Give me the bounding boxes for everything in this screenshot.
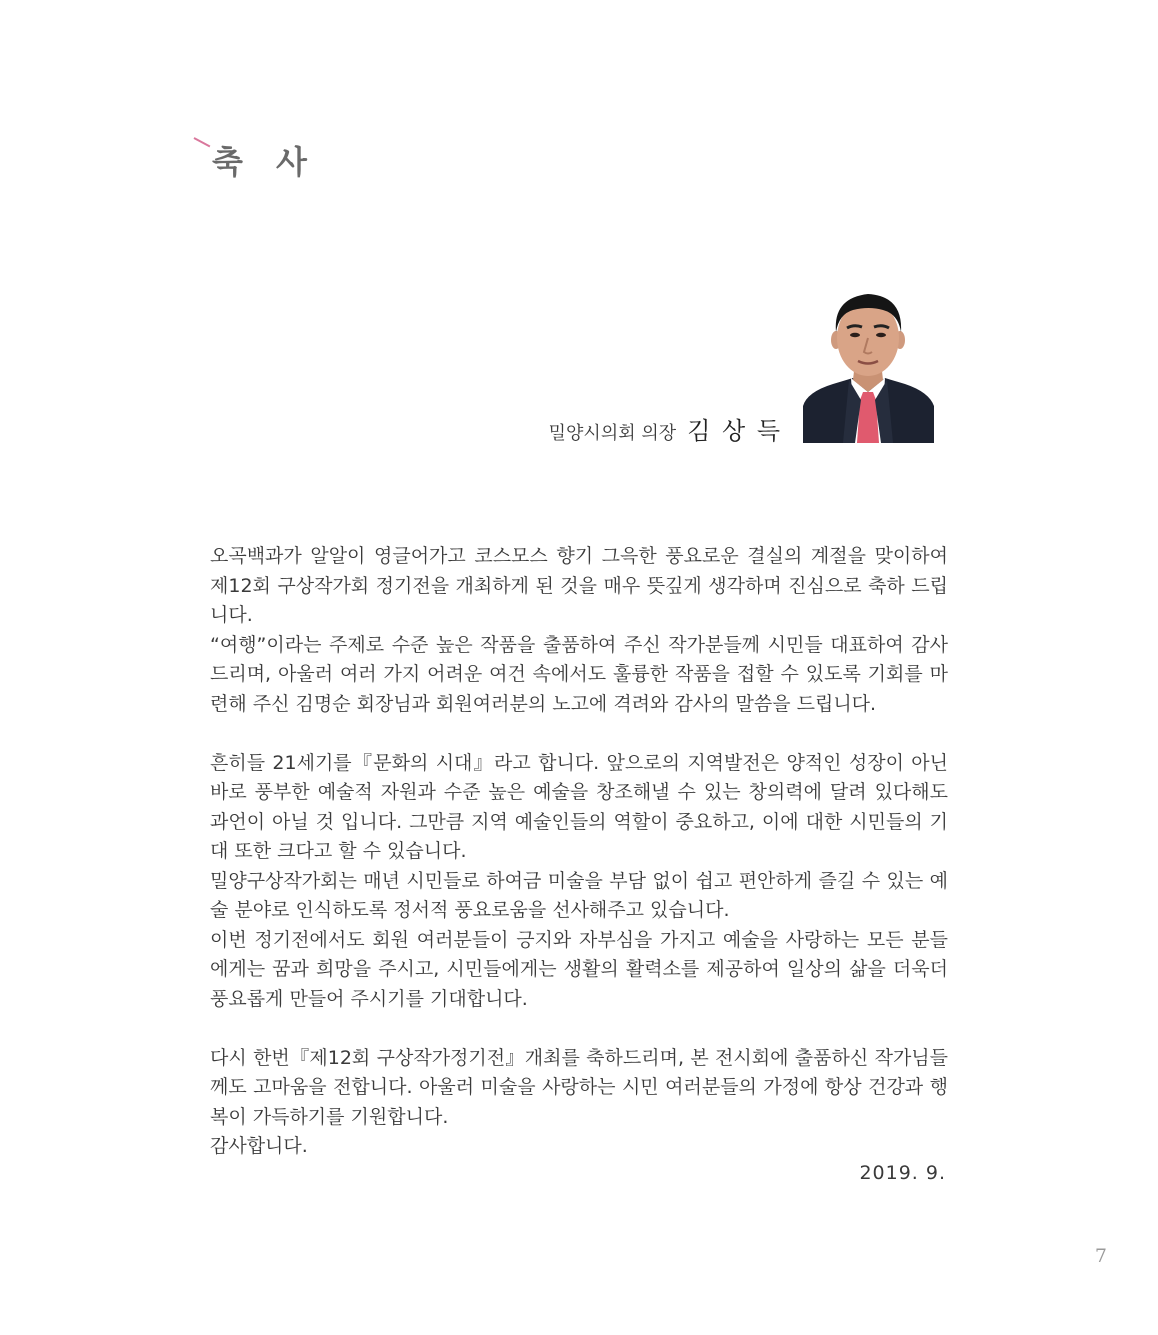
message-line: 흔히들 21세기를『문화의 시대』라고 합니다. 앞으로의 지역발전은 양적인 성장이 아닌 바로 풍부한 예술적 자원과 수준 높은 예술을 창조해낼 수 있는 창의력에 달려 있다해도 과언이 아닐 것 입니다. 그만큼 지역 예술인들의 역할이 중요하고, 이에 대한 시민들의 기대 또한 크다고 할 수 있습니다. <box>210 751 948 862</box>
signature <box>549 413 782 452</box>
heading-accent-mark <box>194 137 211 147</box>
message-date: 2019. 9. <box>859 1162 946 1184</box>
congratulatory-message <box>210 542 948 1162</box>
portrait-photo <box>803 288 934 443</box>
message-line: 다시 한번『제12회 구상작가정기전』개최를 축하드리며, 본 전시회에 출품하신 작가님들께도 고마움을 전합니다. 아울러 미술을 사랑하는 시민 여러분들의 가정에 항상 건강과 행복이 가득하기를 기원합니다. <box>210 1046 948 1128</box>
message-line: 밀양구상작가회는 매년 시민들로 하여금 미술을 부담 없이 쉽고 편안하게 즐길 수 있는 예술 분야로 인식하도록 정서적 풍요로움을 선사해주고 있습니다. <box>210 869 948 921</box>
message-line: “여행”이라는 주제로 수준 높은 작품을 출품하여 주신 작가분들께 시민들 대표하여 감사드리며, 아울러 여러 가지 어려운 여건 속에서도 훌륭한 작품을 접할 수 있도록 기회를 마련해 주신 김명순 회장님과 회원여러분의 노고에 격려와 감사의 말씀을 드립니다. <box>210 633 948 715</box>
portrait-eye-right <box>876 333 886 337</box>
message-paragraph-1 <box>210 542 948 719</box>
page-title: 축 사 <box>212 143 311 181</box>
message-line: 오곡백과가 알알이 영글어가고 코스모스 향기 그윽한 풍요로운 결실의 계절을 맞이하여 제12회 구상작가회 정기전을 개최하게 된 것을 매우 뜻깊게 생각하며 진심으로 축하 드립니다. <box>210 545 948 626</box>
portrait-illustration <box>803 288 934 443</box>
signature-role: 밀양시의회 의장 <box>548 423 677 444</box>
signature-name: 김 상 득 <box>687 417 782 445</box>
portrait-eye-left <box>850 333 860 337</box>
message-paragraph-3 <box>210 1044 948 1162</box>
page-number: 7 <box>1094 1245 1107 1267</box>
message-line: 이번 정기전에서도 회원 여러분들이 긍지와 자부심을 가지고 예술을 사랑하는 모든 분들에게는 꿈과 희망을 주시고, 시민들에게는 생활의 활력소를 제공하여 일상의 삶을 더욱더 풍요롭게 만들어 주시기를 기대합니다. <box>210 928 948 1010</box>
message-line: 감사합니다. <box>210 1135 308 1157</box>
message-paragraph-2 <box>210 749 948 1015</box>
